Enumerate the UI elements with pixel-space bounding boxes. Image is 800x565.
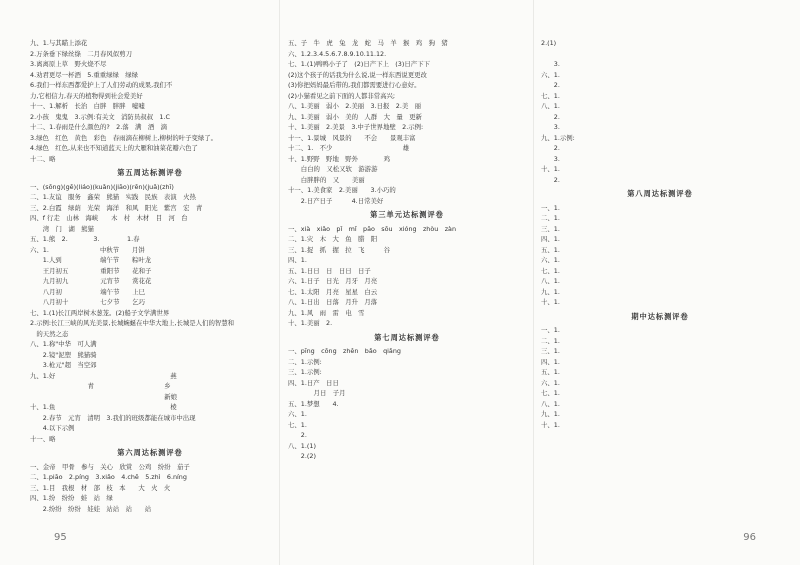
answer-line: 八、1.美丽 弱小 2.美丽 3.日报 2.美 丽 [288,102,422,110]
answer-line: 3. [541,154,643,163]
answer-line: 八、1.日出 日落 月升 月落 [288,298,378,306]
answer-line: 十一、1.美食家 2.美丽 3.小巧的 [288,186,409,194]
answer-column-1 [30,38,270,514]
answer-line: 六、1. [288,410,378,418]
answer-line: 白白的 又松又软 游游游 [288,165,391,173]
answer-line: 一、pīng cōng zhěn bǎo qiǎng [288,347,401,355]
answer-line: 2. [541,175,643,184]
answer-line: 的天然之态 [30,329,69,338]
answer-line: 2.万条垂下绿丝绦 二月春风似剪刀 [30,49,132,58]
answer-line: 一、(sōng)(gē)(liáo)(kuǎn)(jiāo)(rēn)(juǎ)(zhī) [30,182,174,191]
answer-line: 二、1.灾 木 大 鱼 腊 阳 [288,235,378,243]
answer-line: 九、1.美丽 弱小 美的 人群 大 量 更新 [288,112,422,121]
answer-line: 五、1.梦想 4. [288,399,371,408]
answer-line: 2.镜"泥塑 熊猫骑 [30,350,97,359]
section-heading: 第七周达标测评卷 [374,332,440,342]
answer-line: 十、1.美丽 2. [288,319,384,327]
answer-line: 2.示例:长江三峡的风光美景,长城蜿蜒在中华大地上,长城是人们的智慧和 [30,319,235,327]
answer-line: 月日 子月 [288,389,384,397]
answer-line: 六、1. [541,256,643,264]
section-heading: 第五周达标测评卷 [117,168,183,177]
answer-line: 八、1.称"中华 可人满 [30,340,97,348]
answer-line: 一、1. [541,203,650,212]
answer-line: 九、1.与其瞄上添花 [30,39,88,47]
answer-line: 五、1.熊 2. 3. 1.春 [30,235,140,243]
answer-line: 二、1.示例: [288,357,393,366]
answer-line: 七、1. [541,389,643,397]
answer-line: 五、子 牛 虎 兔 龙 蛇 马 羊 猴 鸡 狗 猪 [288,39,448,47]
column-gutter [279,0,280,565]
answer-line: 七、1. [288,420,390,429]
answer-line: 一、xià xiǎo pǐ mǐ pāo sōu xióng zhòu zàn [288,224,457,233]
answer-line: 3.离离原上草 野火烧不尽 [30,60,107,68]
answer-line: 九、1.风 雨 雷 电 雪 [288,308,365,317]
answer-line: 四、1.日产 日日 [288,378,371,387]
section-heading: 第三单元达标测评卷 [370,210,444,219]
page-number-right: 96 [743,532,756,543]
page-number-left: 95 [54,532,67,543]
answer-line: 2.纷纷 纷纷 娃娃 站站 站 站 [30,504,152,513]
answer-line: 2.日产日子 4.日常美好 [288,196,384,205]
answer-line: 白胖胖的 又 美丽 [288,175,391,184]
answer-line [541,49,779,60]
answer-line: 三、2.白霞 绿荫 光荣 海洋 和风 阳光 紫宫 宏 青 [30,203,203,212]
section-heading: 第六周达标测评卷 [117,448,183,457]
answer-line: 十一、1.解析 长治 白胖 胖胖 嘘嘘 [30,102,145,110]
answer-line: 三、1. [541,224,643,233]
answer-line: 六、1.日子 日光 月牙 月亮 [288,277,378,285]
answer-line: 六、1. [541,70,663,79]
answer-line: 六、1.2.3.4.5.6.7.8.9.10.11.12. [288,49,387,58]
answer-line: 八、1. [541,277,643,285]
answer-line: 王月初五 重阳节 花和子 [30,266,152,275]
answer-line: (2)小猫看见之前下面的人都非常高兴; [288,91,396,100]
answer-line: 二、1. [541,214,643,222]
answer-line: 3.枪元"超 当空郊 [30,361,97,369]
answer-line: 一、金帝 甲骨 参与 关心 欣赏 公鸡 纷纷 茄子 [30,462,190,471]
answer-line: 八月初 端午节 上巳 [30,287,146,296]
answer-line: 3. [541,123,656,131]
answer-line: 湾 门 湖 熊猫 [30,224,94,233]
section-heading: 期中达标测评卷 [631,311,689,321]
answer-line: 四、f 行走 山林 海峡 木 村 木材 目 河 台 [30,214,188,222]
answer-line: 十、1. [541,298,643,306]
answer-line: 六、1. [541,378,643,387]
answer-line: 四、1. [541,235,643,243]
answer-line: 十一、略 [30,434,56,443]
answer-line: 七、1.(1)鸭鸭小子了 (2)日产下上 (3)日产下下 [288,60,430,68]
answer-line: 青 乡 [30,382,171,390]
answer-line: 十、1. [541,165,643,173]
answer-line: 4.劝君更尽一杯酒 5.重重绿绿 绿绿 [30,70,139,79]
answer-line: 五、1. [541,245,643,254]
answer-column-3 [541,38,779,430]
answer-column-2 [288,38,526,462]
answer-line: 十二、1. 不少 雄 [288,144,410,152]
answer-line: 1.人到 端午节 粽叶龙 [30,256,152,264]
answer-line: 十、1. [541,420,643,429]
answer-line: 三、1.捉 抓 握 拉 飞 谷 [288,245,390,254]
answer-line: 七、1.太阳 月亮 星星 白云 [288,287,378,296]
answer-line: 2.(2) [288,452,393,460]
answer-line: 九、1.好 燕 [30,371,177,380]
answer-line: 新娘 [30,392,177,401]
answer-line: 2. [541,144,650,152]
answer-line: 4.以下示例 [30,424,75,432]
answer-line: 3.绿色 红色 黄色 彩色 春雨滴在柳树上,柳树的叶子变绿了。 [30,133,218,142]
answer-line: 十、1.鱼 棱 [30,403,177,411]
answer-line: 八月初十 七夕节 乞巧 [30,298,146,306]
answer-line: 四、1.纷 纷纷 蛙 站 绿 [30,494,158,502]
answer-line: 八、1.(1) [288,441,380,450]
column-gutter [533,0,534,565]
answer-line: 八、1. [541,102,656,110]
answer-line: 二、1. [541,336,643,345]
answer-line: 五、1.日日 日 日日 日子 [288,266,371,275]
answer-line: 五、1. [541,368,643,376]
answer-line: 2. [288,431,384,439]
answer-line: (2)这个孩子的话我为什么说,说一样东西说更更改 [288,70,427,79]
answer-line: 三、1.示例: [288,368,386,376]
section-heading: 第八周达标测评卷 [627,189,693,198]
answer-line: 九、1. [541,410,643,418]
answer-line: 一、1. [541,326,643,334]
answer-line: 2. [541,112,643,121]
answer-line: 四、1. [541,357,643,366]
answer-line: 2.小孩 鬼鬼 3.示例:有关文 消防员叔叔 1.C [30,112,170,121]
answer-line: 三、1. [541,347,643,355]
answer-line: 2.春节 元宵 清明 3.我们的班级都能在城市中出现 [30,413,196,422]
answer-line: 2.(1) [541,39,665,47]
answer-line: 3. [541,60,663,68]
answer-line: 七、1.(1)长江两岸树木葱茏。(2)船子文学满世界 [30,308,170,317]
answer-line: 十二、1.春雨是什么颜色的? 2.落 满 酒 滴 [30,123,168,131]
answer-line: 4.绿色 红色,从来也不知道蓝天上的大雁和油菜花瓣六色了 [30,144,198,152]
answer-line: 六、1. 中秋节 月饼 [30,245,145,254]
answer-line: 十、1.野野 野地 野外 鸡 [288,154,390,163]
answer-line: 九、1.示例: [541,133,652,142]
answer-line: 三、1.目 我根 材 部 枝 本 大 火 火 [30,483,171,492]
answer-line: 十一、1.景城 风景的 不会 景观丰富 [288,133,416,142]
answer-line: 十、1.美丽 2.美景 3.中子世界地壁 2.示例: [288,123,424,131]
answer-line: 九、1. [541,287,643,296]
answer-line: 2. [541,81,650,89]
answer-line: 四、1. [288,256,397,264]
answer-line: 6.我们一样东西都爱护上了人们劳动的成果,我们不 [30,81,173,89]
answer-line: (3)你把妈妈最后带的,我们都需要进行心意好。 [288,81,421,89]
answer-line: 九月初九 元宵节 赏花花 [30,277,152,285]
answer-line: 二、1.友谊 服务 鑫荣 熊猫 实践 民族 表演 火热 [30,193,196,201]
answer-line: 十二、略 [30,154,56,163]
answer-line: 七、1. [541,91,656,100]
answer-line: 八、1. [541,399,643,408]
answer-line: 二、1.piāo 2.píng 3.xiǎo 4.chē 5.zhì 6.níng [30,473,187,481]
answer-line: 七、1. [541,266,643,275]
answer-line: 力,它相信力,春天的植物得到社会爱美好 [30,91,143,100]
